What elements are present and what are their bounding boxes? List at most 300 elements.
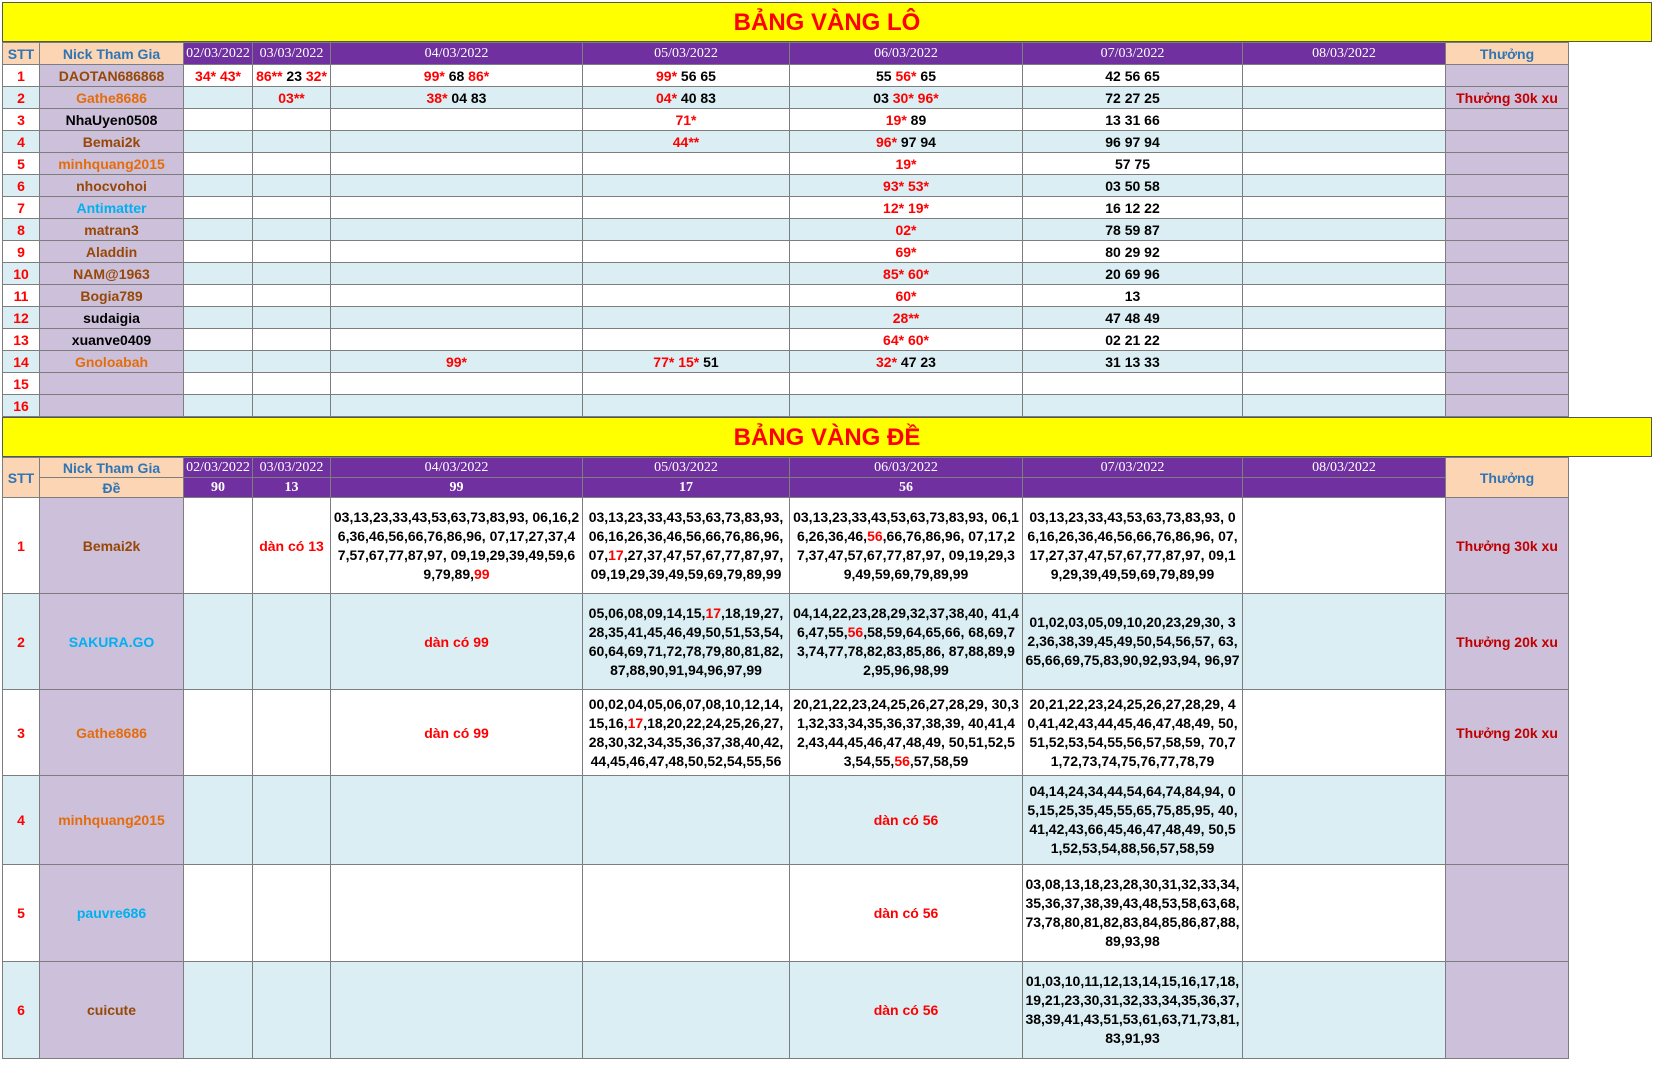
pick-cell xyxy=(790,241,1023,263)
highlight-text: 34* 43* xyxy=(195,67,241,84)
pick-cell xyxy=(184,594,253,690)
row-number: 11 xyxy=(3,285,40,307)
reward-cell: Thưởng 30k xu xyxy=(1446,498,1569,594)
pick-cell xyxy=(790,962,1023,1059)
table-row xyxy=(3,329,1569,351)
pick-cell xyxy=(583,153,790,175)
pick-cell xyxy=(184,197,253,219)
player-nick: xuanve0409 xyxy=(40,329,184,351)
number-text: 80 29 92 xyxy=(1105,243,1160,260)
pick-cell xyxy=(331,153,583,175)
de-header-row xyxy=(3,458,1569,478)
pick-cell xyxy=(331,395,583,417)
header-date: 08/03/2022 xyxy=(1243,458,1446,478)
pick-cell xyxy=(1023,175,1243,197)
pick-cell xyxy=(583,962,790,1059)
pick-cell xyxy=(331,109,583,131)
highlight-text: 17 xyxy=(627,714,644,731)
pick-cell xyxy=(583,285,790,307)
row-number: 3 xyxy=(3,690,40,776)
table-row xyxy=(3,241,1569,263)
de-table xyxy=(2,457,1569,1059)
result-number: 56 xyxy=(790,478,1023,498)
de-table-title: BẢNG VÀNG ĐỀ xyxy=(2,417,1652,457)
pick-cell xyxy=(1243,373,1446,395)
table-row xyxy=(3,498,1569,594)
highlight-text: 77* 15* xyxy=(653,353,700,370)
highlight-text: 69* xyxy=(895,243,917,260)
pick-cell xyxy=(253,241,331,263)
number-text: 55 xyxy=(876,67,896,84)
player-nick: matran3 xyxy=(40,219,184,241)
pick-cell xyxy=(790,65,1023,87)
pick-cell xyxy=(253,263,331,285)
pick-cell xyxy=(1023,65,1243,87)
number-text: 57 75 xyxy=(1114,155,1151,172)
highlight-text: 60* xyxy=(895,287,917,304)
de-result-row xyxy=(3,478,1569,498)
pick-cell xyxy=(790,690,1023,776)
reward-cell: Thưởng 20k xu xyxy=(1446,594,1569,690)
header-date: 03/03/2022 xyxy=(253,43,331,65)
highlight-text: 30* 96* xyxy=(892,89,939,106)
number-text: 03,08,13,18,23,28,30,31,32,33,34, 35,36,37,38,39,43,48,53,58,63,68, 73,78,80,81,82,83,84,85,86,87,88, 89,93,98 xyxy=(1025,876,1240,949)
pick-cell xyxy=(1023,498,1243,594)
table-row xyxy=(3,263,1569,285)
pick-cell xyxy=(790,263,1023,285)
highlight-text: 19* xyxy=(895,155,917,172)
number-text: 23 xyxy=(282,67,306,84)
result-number: 13 xyxy=(253,478,331,498)
pick-cell xyxy=(1243,285,1446,307)
number-text: ,57,58,59 xyxy=(909,752,969,769)
table-row xyxy=(3,87,1569,109)
highlight-text: 04* xyxy=(656,89,678,106)
reward-cell xyxy=(1446,962,1569,1059)
number-text: 96 97 94 xyxy=(1105,133,1160,150)
row-number: 2 xyxy=(3,87,40,109)
number-text: 03 xyxy=(873,89,893,106)
number-text: 56 65 xyxy=(677,67,716,84)
pick-cell xyxy=(583,65,790,87)
number-text: 31 13 33 xyxy=(1105,353,1160,370)
pick-cell xyxy=(253,865,331,962)
pick-cell xyxy=(253,962,331,1059)
pick-cell xyxy=(1243,87,1446,109)
pick-cell xyxy=(184,131,253,153)
table-row xyxy=(3,865,1569,962)
pick-cell xyxy=(583,865,790,962)
number-text: ,66,76,86,96, 07,17,27,37,47,57,67,77,87,97, 09,19,29,39,49,59,69,79,89,99 xyxy=(797,527,1015,582)
pick-cell xyxy=(790,373,1023,395)
pick-cell xyxy=(583,351,790,373)
pick-cell xyxy=(790,776,1023,865)
reward-cell xyxy=(1446,285,1569,307)
pick-cell xyxy=(583,219,790,241)
highlight-text: 93* 53* xyxy=(883,177,929,194)
pick-cell xyxy=(1023,690,1243,776)
pick-cell xyxy=(1023,962,1243,1059)
pick-cell xyxy=(331,307,583,329)
row-number: 10 xyxy=(3,263,40,285)
pick-cell xyxy=(1243,351,1446,373)
pick-cell xyxy=(184,153,253,175)
number-text: 40 83 xyxy=(677,89,716,106)
result-number: 17 xyxy=(583,478,790,498)
pick-cell xyxy=(331,197,583,219)
pick-cell xyxy=(184,219,253,241)
number-text: 03,13,23,33,43,53,63,73,83,93, 06,16,26,36,46, xyxy=(793,508,1019,544)
pick-cell xyxy=(184,776,253,865)
number-text: 13 31 66 xyxy=(1105,111,1160,128)
number-text: 16 12 22 xyxy=(1105,199,1160,216)
number-text: 47 48 49 xyxy=(1105,309,1160,326)
pick-cell xyxy=(184,962,253,1059)
number-text: 97 94 xyxy=(897,133,936,150)
pick-cell xyxy=(790,175,1023,197)
pick-cell xyxy=(583,395,790,417)
header-date: 05/03/2022 xyxy=(583,43,790,65)
reward-cell xyxy=(1446,65,1569,87)
highlight-text: 17 xyxy=(608,546,624,563)
result-number xyxy=(1243,478,1446,498)
row-number: 1 xyxy=(3,498,40,594)
number-text: ,18,19,27,28,35,41,45,46,49,50,51,53,54,60,64,69,71,72,78,79,80,81,82,87,88,90,91,94,96,97,99 xyxy=(588,604,784,678)
pick-cell xyxy=(583,373,790,395)
number-text: ,58,59,64,65,66, 68,69,73,74,77,78,82,83,85,86, 87,88,89,92,95,96,98,99 xyxy=(797,623,1015,678)
player-nick: cuicute xyxy=(40,962,184,1059)
pick-cell xyxy=(1023,219,1243,241)
highlight-text: dàn có 56 xyxy=(873,1002,939,1018)
pick-cell xyxy=(184,285,253,307)
header-date: 07/03/2022 xyxy=(1023,458,1243,478)
pick-cell xyxy=(331,373,583,395)
number-text: 65 xyxy=(916,67,936,84)
reward-cell xyxy=(1446,131,1569,153)
pick-cell xyxy=(253,395,331,417)
row-number: 7 xyxy=(3,197,40,219)
reward-cell xyxy=(1446,373,1569,395)
highlight-text: dàn có 99 xyxy=(424,633,489,650)
pick-cell xyxy=(253,776,331,865)
number-text: 03,13,23,33,43,53,63,73,83,93, 06,16,26,36,46,56,66,76,86,96, 07, xyxy=(588,508,784,563)
row-number: 5 xyxy=(3,153,40,175)
player-nick: Antimatter xyxy=(40,197,184,219)
header-nick: Nick Tham Gia xyxy=(40,43,184,65)
row-number: 4 xyxy=(3,131,40,153)
row-number: 3 xyxy=(3,109,40,131)
pick-cell xyxy=(253,594,331,690)
pick-cell xyxy=(1023,197,1243,219)
lo-header-row xyxy=(3,43,1569,65)
pick-cell xyxy=(1023,351,1243,373)
pick-cell xyxy=(1023,87,1243,109)
pick-cell xyxy=(184,87,253,109)
row-number: 15 xyxy=(3,373,40,395)
number-text: 72 27 25 xyxy=(1105,89,1160,106)
pick-cell xyxy=(1023,109,1243,131)
pick-cell xyxy=(1243,307,1446,329)
pick-cell xyxy=(331,175,583,197)
pick-cell xyxy=(331,65,583,87)
header-date: 02/03/2022 xyxy=(184,43,253,65)
pick-cell xyxy=(1243,594,1446,690)
pick-cell xyxy=(184,498,253,594)
pick-cell xyxy=(331,594,583,690)
pick-cell xyxy=(253,65,331,87)
header-date: 02/03/2022 xyxy=(184,458,253,478)
pick-cell xyxy=(790,153,1023,175)
pick-cell xyxy=(583,329,790,351)
player-nick xyxy=(40,373,184,395)
table-row xyxy=(3,776,1569,865)
player-nick: minhquang2015 xyxy=(40,153,184,175)
table-row xyxy=(3,373,1569,395)
pick-cell xyxy=(790,865,1023,962)
player-nick: DAOTAN686868 xyxy=(40,65,184,87)
highlight-text: 17 xyxy=(705,604,722,621)
pick-cell xyxy=(184,865,253,962)
number-text: 89 xyxy=(906,111,927,128)
pick-cell xyxy=(583,263,790,285)
pick-cell xyxy=(790,395,1023,417)
pick-cell xyxy=(1023,373,1243,395)
header-date: 08/03/2022 xyxy=(1243,43,1446,65)
pick-cell xyxy=(184,65,253,87)
pick-cell xyxy=(331,131,583,153)
player-nick: Bogia789 xyxy=(40,285,184,307)
highlight-text: 56* xyxy=(895,67,917,84)
pick-cell xyxy=(253,351,331,373)
reward-cell xyxy=(1446,153,1569,175)
pick-cell xyxy=(331,962,583,1059)
number-text: 13 xyxy=(1124,287,1141,304)
row-number: 13 xyxy=(3,329,40,351)
pick-cell xyxy=(331,285,583,307)
pick-cell xyxy=(184,690,253,776)
pick-cell xyxy=(583,241,790,263)
table-row xyxy=(3,109,1569,131)
reward-cell xyxy=(1446,263,1569,285)
highlight-text: 32* xyxy=(305,67,327,84)
table-row xyxy=(3,351,1569,373)
pick-cell xyxy=(1023,153,1243,175)
row-number: 4 xyxy=(3,776,40,865)
pick-cell xyxy=(790,351,1023,373)
reward-cell xyxy=(1446,776,1569,865)
reward-cell xyxy=(1446,197,1569,219)
lo-table-title: BẢNG VÀNG LÔ xyxy=(2,2,1652,42)
number-text: 68 xyxy=(444,67,469,84)
highlight-text: dàn có 13 xyxy=(259,537,324,554)
highlight-text: 99* xyxy=(423,67,445,84)
pick-cell xyxy=(1023,395,1243,417)
pick-cell xyxy=(1243,197,1446,219)
row-number: 14 xyxy=(3,351,40,373)
pick-cell xyxy=(790,329,1023,351)
pick-cell xyxy=(1243,65,1446,87)
pick-cell xyxy=(253,87,331,109)
number-text: 01,02,03,05,09,10,20,23,29,30, 32,36,38,39,45,49,50,54,56,57, 63,65,66,69,75,83,90,92,93,94, 96,97 xyxy=(1025,614,1240,668)
pick-cell xyxy=(184,263,253,285)
table-row xyxy=(3,131,1569,153)
row-number: 6 xyxy=(3,175,40,197)
pick-cell xyxy=(1023,776,1243,865)
row-number: 8 xyxy=(3,219,40,241)
pick-cell xyxy=(1243,865,1446,962)
player-nick: SAKURA.GO xyxy=(40,594,184,690)
pick-cell xyxy=(1243,263,1446,285)
result-number: 90 xyxy=(184,478,253,498)
pick-cell xyxy=(331,263,583,285)
number-text: 03 50 58 xyxy=(1105,177,1160,194)
pick-cell xyxy=(1023,329,1243,351)
reward-cell xyxy=(1446,307,1569,329)
table-row xyxy=(3,65,1569,87)
pick-cell xyxy=(1023,241,1243,263)
pick-cell xyxy=(583,175,790,197)
number-text: ,27,37,47,57,67,77,87,97, 09,19,29,39,49,59,69,79,89,99 xyxy=(590,546,784,582)
number-text: 78 59 87 xyxy=(1105,221,1160,238)
table-row xyxy=(3,962,1569,1059)
reward-cell xyxy=(1446,395,1569,417)
pick-cell xyxy=(1243,776,1446,865)
highlight-text: 19* xyxy=(885,111,907,128)
header-nick: Nick Tham Gia xyxy=(40,458,184,478)
reward-cell xyxy=(1446,329,1569,351)
header-reward: Thưởng xyxy=(1446,43,1569,65)
pick-cell xyxy=(1243,131,1446,153)
pick-cell xyxy=(790,594,1023,690)
highlight-text: 99* xyxy=(656,67,678,84)
pick-cell xyxy=(583,594,790,690)
pick-cell xyxy=(184,307,253,329)
pick-cell xyxy=(583,776,790,865)
row-number: 16 xyxy=(3,395,40,417)
number-text: 05,06,08,09,14,15, xyxy=(588,604,706,621)
pick-cell xyxy=(184,329,253,351)
number-text: 04,14,24,34,44,54,64,74,84,94, 05,15,25,35,45,55,65,75,85,95, 40,41,42,43,66,45,46,47,48,49, 50,51,52,53,54,88,56,57,58,59 xyxy=(1027,783,1238,856)
number-text: 42 56 65 xyxy=(1105,67,1160,84)
pick-cell xyxy=(1243,329,1446,351)
row-number: 9 xyxy=(3,241,40,263)
header-date: 03/03/2022 xyxy=(253,458,331,478)
pick-cell xyxy=(583,197,790,219)
highlight-text: 86** xyxy=(256,67,283,84)
number-text: 04 83 xyxy=(447,89,487,106)
pick-cell xyxy=(253,285,331,307)
number-text: ,18,20,22,24,25,26,27, 28,30,32,34,35,36,37,38,40,42, 44,45,46,47,48,50,52,54,55,56 xyxy=(588,714,784,769)
pick-cell xyxy=(790,285,1023,307)
player-nick: NAM@1963 xyxy=(40,263,184,285)
table-row xyxy=(3,690,1569,776)
reward-cell xyxy=(1446,219,1569,241)
pick-cell xyxy=(583,307,790,329)
row-number: 5 xyxy=(3,865,40,962)
pick-cell xyxy=(1243,219,1446,241)
pick-cell xyxy=(1243,109,1446,131)
pick-cell xyxy=(253,197,331,219)
table-row xyxy=(3,594,1569,690)
pick-cell xyxy=(253,329,331,351)
header-date: 04/03/2022 xyxy=(331,458,583,478)
pick-cell xyxy=(331,241,583,263)
pick-cell xyxy=(1243,175,1446,197)
highlight-text: 71* xyxy=(675,111,697,128)
player-nick: Bemai2k xyxy=(40,131,184,153)
highlight-text: 85* 60* xyxy=(883,265,929,282)
highlight-text: 02* xyxy=(895,221,917,238)
highlight-text: 99* xyxy=(445,353,468,370)
pick-cell xyxy=(583,87,790,109)
pick-cell xyxy=(331,351,583,373)
pick-cell xyxy=(583,109,790,131)
number-text: 01,03,10,11,12,13,14,15,16,17,18, 19,21,23,30,31,32,33,34,35,36,37, 38,39,41,43,51,53,61,63,71,73,81, 83,91,93 xyxy=(1025,973,1240,1046)
pick-cell xyxy=(1243,690,1446,776)
pick-cell xyxy=(583,498,790,594)
number-text: 00,02,04,05,06,07,08,10,12,14, 15,16, xyxy=(588,695,784,731)
pick-cell xyxy=(253,175,331,197)
header-stt: STT xyxy=(3,43,40,65)
number-text: 03,13,23,33,43,53,63,73,83,93, 06,16,26,36,46,56,66,76,86,96, 07,17,27,37,47,57,67,77,87,97, 09,19,29,39,49,59,69,79,89, xyxy=(333,508,580,582)
player-nick xyxy=(40,395,184,417)
pick-cell xyxy=(1023,131,1243,153)
number-text: 04,14,22,23,28,29,32,37,38,40, 41,46,47,55, xyxy=(793,604,1019,640)
pick-cell xyxy=(1023,285,1243,307)
player-nick: sudaigia xyxy=(40,307,184,329)
pick-cell xyxy=(1243,241,1446,263)
pick-cell xyxy=(790,498,1023,594)
reward-cell xyxy=(1446,351,1569,373)
number-text: 03,13,23,33,43,53,63,73,83,93, 06,16,26,36,46,56,66,76,86,96, 07,17,27,37,47,57,67,77,87,97, 09,19,29,39,49,59,69,79,89,99 xyxy=(1027,508,1238,582)
highlight-text: dàn có 56 xyxy=(873,905,939,921)
table-row xyxy=(3,219,1569,241)
pick-cell xyxy=(1243,962,1446,1059)
highlight-text: 99 xyxy=(474,565,490,582)
highlight-text: 86* xyxy=(468,67,490,84)
pick-cell xyxy=(583,690,790,776)
header-date: 06/03/2022 xyxy=(790,43,1023,65)
player-nick: minhquang2015 xyxy=(40,776,184,865)
player-nick: Bemai2k xyxy=(40,498,184,594)
header-date: 05/03/2022 xyxy=(583,458,790,478)
table-row xyxy=(3,175,1569,197)
pick-cell xyxy=(1243,498,1446,594)
highlight-text: 56 xyxy=(867,527,883,544)
player-nick: Aladdin xyxy=(40,241,184,263)
reward-cell: Thưởng 30k xu xyxy=(1446,87,1569,109)
player-nick: NhaUyen0508 xyxy=(40,109,184,131)
pick-cell xyxy=(1243,395,1446,417)
player-nick: Gnoloabah xyxy=(40,351,184,373)
pick-cell xyxy=(253,373,331,395)
pick-cell xyxy=(331,329,583,351)
pick-cell xyxy=(253,219,331,241)
player-nick: pauvre686 xyxy=(40,865,184,962)
highlight-text: 38* xyxy=(426,89,448,106)
pick-cell xyxy=(1023,263,1243,285)
number-text: 20,21,22,23,24,25,26,27,28,29, 30,31,32,33,34,35,36,37,38,39, 40,41,42,43,44,45,46,47,48,49, 50,51,52,53,54,55, xyxy=(793,695,1019,769)
header-date: 04/03/2022 xyxy=(331,43,583,65)
pick-cell xyxy=(790,87,1023,109)
highlight-text: 44** xyxy=(672,133,700,150)
header-date: 06/03/2022 xyxy=(790,458,1023,478)
row-number: 12 xyxy=(3,307,40,329)
pick-cell xyxy=(583,131,790,153)
table-row xyxy=(3,307,1569,329)
result-number xyxy=(1023,478,1243,498)
highlight-text: 28** xyxy=(892,309,920,326)
